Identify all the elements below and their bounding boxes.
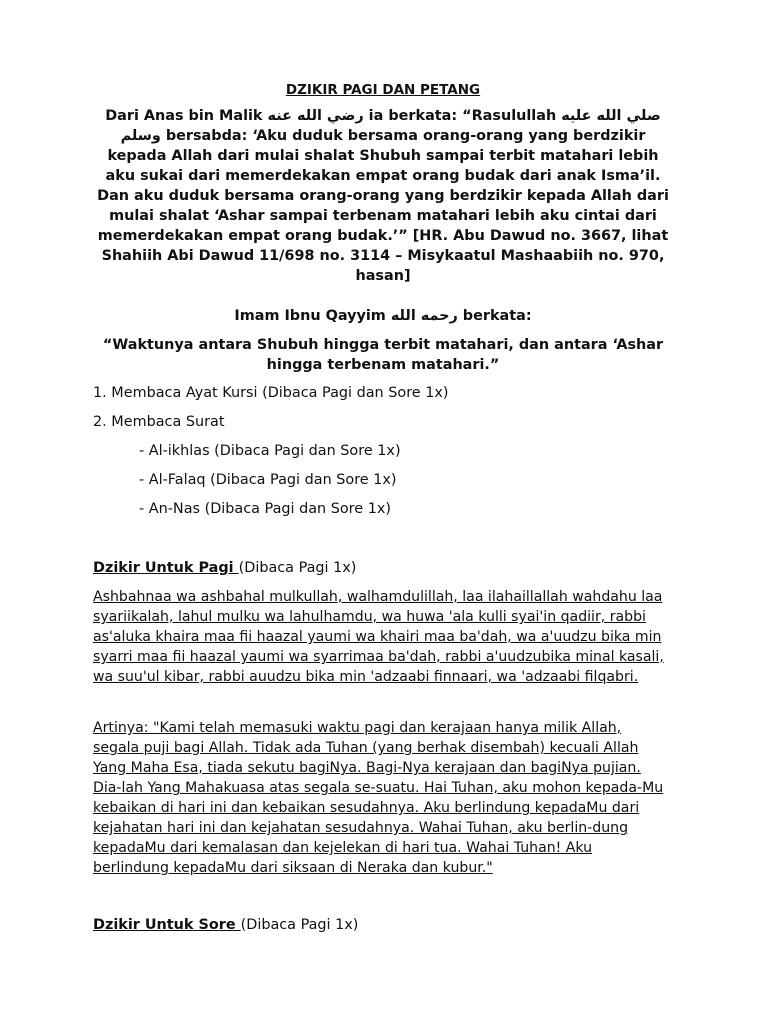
- section-heading-sore: [93, 915, 673, 935]
- pagi-latin-text: Ashbahnaa wa ashbahal mulkullah, walhamdulillah, laa ilahaillallah wahdahu laa syariikalah, lahul mulku wa lahulhamdu, wa huwa 'ala kulli syai'in qadiir, rabbi as'aluka khaira maa fii haazal yaumi wa khairi maa ba'dah, wa a'uudzu bika min syarri maa fii haazal yaumi wa syarrimaa ba'dah, rabbi a'uudzubika minal kasali, wa suu'ul kibar, rabbi auudzu bika min 'adzaabi finnaari, wa 'adzaabi filqabri.: [93, 589, 664, 685]
- section-heading-pagi: [93, 558, 673, 578]
- sore-heading-note: (Dibaca Pagi 1x): [240, 917, 359, 933]
- surah-item-al-ikhlas: - Al-ikhlas (Dibaca Pagi dan Sore 1x): [139, 443, 401, 459]
- ibnu-text-2: berkata:: [457, 308, 532, 324]
- intro-arabic-honorific-2: صلي الله عليه وسلم: [120, 108, 661, 144]
- ibnu-text-1: Imam Ibnu Qayyim: [234, 308, 391, 324]
- pagi-heading-note: (Dibaca Pagi 1x): [238, 560, 357, 576]
- surah-item-an-nas: - An-Nas (Dibaca Pagi dan Sore 1x): [139, 501, 391, 517]
- document-title: DZIKIR PAGI DAN PETANG: [285, 82, 481, 98]
- intro-text-1: Dari Anas bin Malik: [105, 108, 268, 124]
- pagi-translation-text: Artinya: "Kami telah memasuki waktu pagi dan kerajaan hanya milik Allah, segala puji bagi Allah. Tidak ada Tuhan (yang berhak disembah) kecuali Allah Yang Maha Esa, tiada sekutu bagiNya. Bagi-Nya kerajaan dan bagiNya pujian. Dia-lah Yang Mahakuasa atas segala se-suatu. Hai Tuhan, aku mohon kepada-Mu kebaikan di hari ini dan kebaikan sesudahnya. Aku berlindung kepadaMu dari kejahatan hari ini dan kejahatan sesudahnya. Wahai Tuhan, aku berlin-dung kepadaMu dari kemalasan dan kejelekan di hari tua. Wahai Tuhan! Aku berlindung kepadaMu dari siksaan di Neraka dan kubur.": [93, 720, 664, 876]
- pagi-heading-label: Dzikir Untuk Pagi: [93, 560, 239, 576]
- intro-arabic-honorific-1: رضي الله عنه: [267, 108, 364, 124]
- sore-heading-label: Dzikir Untuk Sore: [93, 917, 241, 933]
- ibnu-qayyim-quote: “Waktunya antara Shubuh hingga terbit matahari, dan antara ‘Ashar hingga terbenam matahari.”: [102, 337, 664, 373]
- intro-text-3: bersabda: ‘Aku duduk bersama orang-orang yang berdzikir kepada Allah dari mulai shalat Shubuh sampai terbit matahari lebih aku sukai dari memerdekakan empat orang budak dari anak Isma’il. Dan aku duduk bersama orang-orang yang berdzikir kepada Allah dari mulai shalat ‘Ashar sampai terbenam matahari lebih aku cintai dari memerdekakan empat orang budak.’” [HR. Abu Dawud no. 3667, lihat Shahiih Abi Dawud 11/698 no. 3114 – Misykaatul Mashaabiih no. 970, hasan]: [97, 128, 669, 284]
- ibnu-arabic-honorific: رحمه الله: [390, 308, 458, 324]
- intro-text-2: ia berkata: “Rasulullah: [363, 108, 562, 124]
- ibnu-qayyim-line: [93, 306, 673, 326]
- intro-hadith: [93, 106, 673, 286]
- surah-item-al-falaq: - Al-Falaq (Dibaca Pagi dan Sore 1x): [139, 472, 397, 488]
- list-item-membaca-surat: 2. Membaca Surat: [93, 414, 225, 430]
- list-item-ayat-kursi: 1. Membaca Ayat Kursi (Dibaca Pagi dan Sore 1x): [93, 385, 449, 401]
